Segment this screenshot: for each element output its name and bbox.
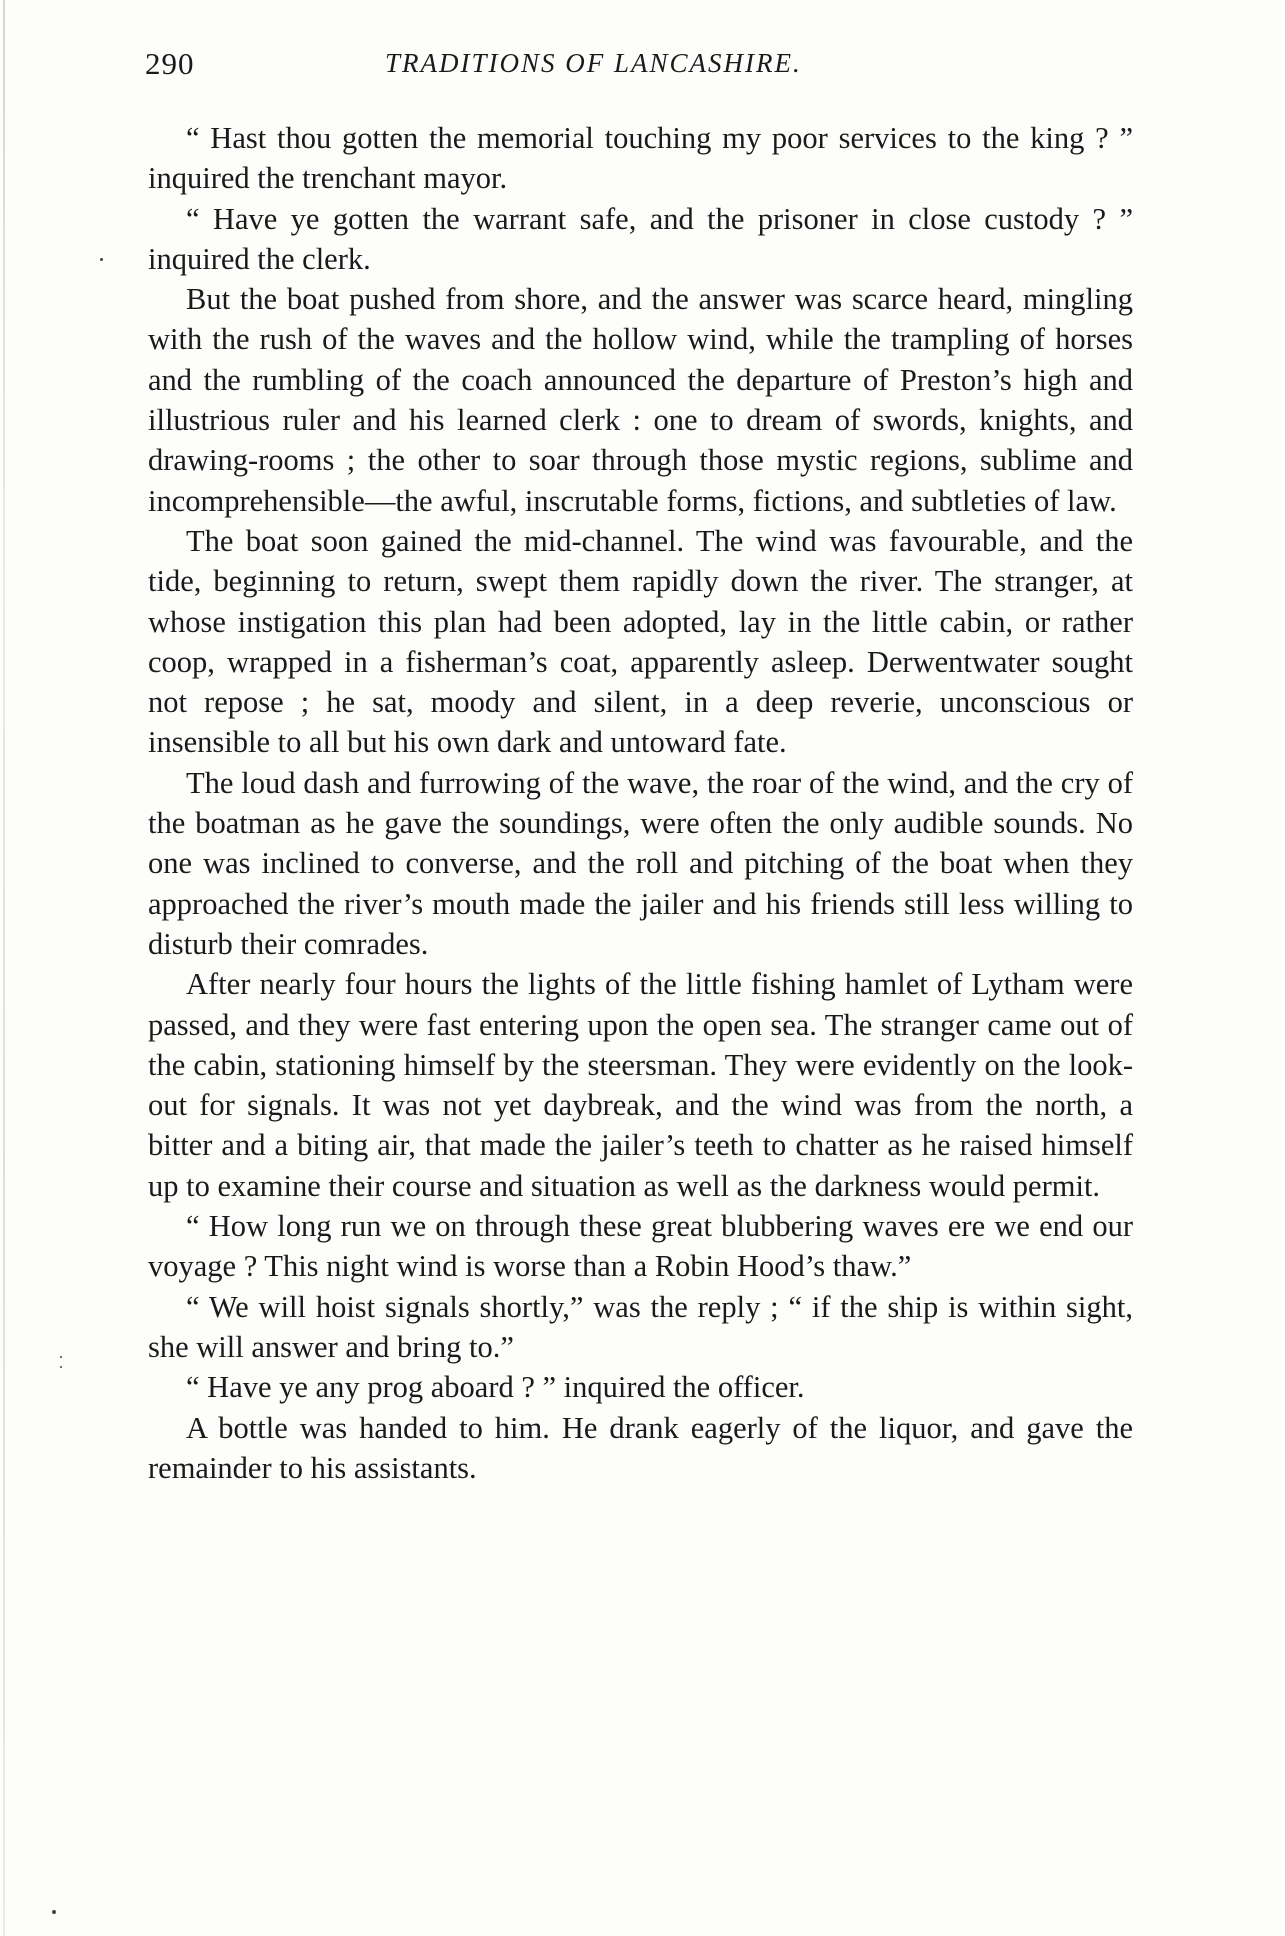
page-number: 290 <box>145 46 195 81</box>
paragraph: “ Hast thou gotten the memorial touching my poor services to the king ? ” inquired the trenchant mayor. <box>148 121 1133 196</box>
running-title: TRADITIONS OF LANCASHIRE. <box>385 48 802 78</box>
paragraph: After nearly four hours the lights of the little fishing hamlet of Lytham were passed, and they were fast entering upon the open sea. The stranger came out of the cabin, stationing himself by the steersman. They were evidently on the look-out for signals. It was not yet daybreak, and the wind was from the north, a bitter and a biting air, that made the jailer’s teeth to chatter as he raised himself up to examine their course and situation as well as the darkness would permit. <box>148 967 1133 1203</box>
page-header <box>145 46 1125 92</box>
paragraph: “ Have ye gotten the warrant safe, and the prisoner in close custody ? ” inquired the clerk. <box>148 201 1133 276</box>
ink-speck <box>100 258 103 261</box>
paragraph: “ How long run we on through these great blubbering waves ere we end our voyage ? This night wind is worse than a Robin Hood’s thaw.” <box>148 1209 1133 1284</box>
paragraph: “ We will hoist signals shortly,” was the reply ; “ if the ship is within sight, she will answer and bring to.” <box>148 1289 1133 1364</box>
paragraph: The boat soon gained the mid-channel. The wind was favourable, and the tide, beginning to return, swept them rapidly down the river. The stranger, at whose instigation this plan had been adopted, lay in the little cabin, or rather coop, wrapped in a fisherman’s coat, apparently asleep. Derwentwater sought not repose ; he sat, moody and silent, in a deep reverie, unconscious or insensible to all but his own dark and untoward fate. <box>148 523 1133 760</box>
ink-speck <box>60 1366 62 1368</box>
paragraph: The loud dash and furrowing of the wave, the roar of the wind, and the cry of the boatman as he gave the soundings, were often the only audible sounds. No one was inclined to converse, and the roll and pitching of the boat when they approached the river’s mouth made the jailer and his friends still less willing to disturb their comrades. <box>148 765 1133 961</box>
paragraph: But the boat pushed from shore, and the answer was scarce heard, mingling with the rush of the waves and the hollow wind, while the trampling of horses and the rumbling of the coach announced the departure of Preston’s high and illustrious ruler and his learned clerk : one to dream of swords, knights, and drawing-rooms ; the other to soar through those mystic regions, sublime and incomprehensible—the awful, inscrutable forms, fictions, and subtleties of law. <box>148 282 1133 518</box>
ink-speck <box>52 1910 56 1914</box>
ink-speck <box>60 1356 62 1358</box>
paragraph: “ Have ye any prog aboard ? ” inquired the officer. <box>186 1370 805 1405</box>
body-text <box>148 118 1133 1488</box>
binding-edge <box>3 0 5 1936</box>
paragraph: A bottle was handed to him. He drank eagerly of the liquor, and gave the remainder to his assistants. <box>148 1410 1133 1485</box>
